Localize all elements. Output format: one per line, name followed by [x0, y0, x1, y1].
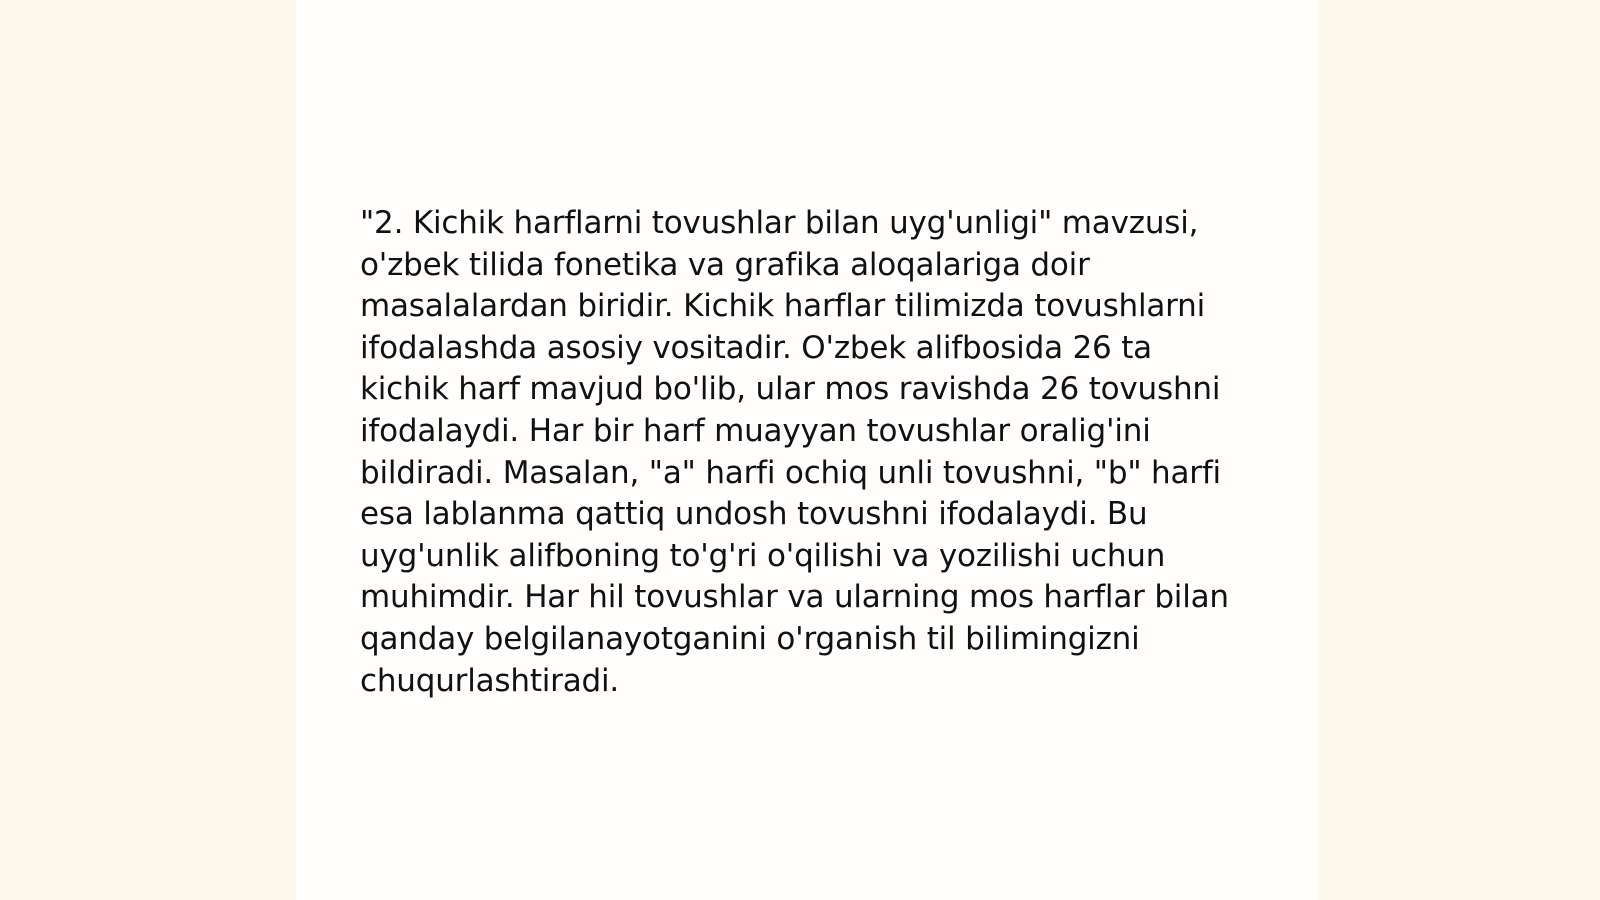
body-text: "2. Kichik harflarni tovushlar bilan uyg'unligi" mavzusi, o'zbek tilida fonetika va grafika aloqalariga doir masalalardan biridir. Kichik harflar tilimizda tovushlarni ifodalashda asosiy vositadir. O'zbek alifbosida 26 ta kichik harf mavjud bo'lib, ular mos ravishda 26 tovushni ifodalaydi. Har bir harf muayyan tovushlar oralig'ini bildiradi. Masalan, "a" harfi ochiq unli tovushni, "b" harfi esa lablanma qattiq undosh tovushni ifodalaydi. Bu uyg'unlik alifboning to'g'ri o'qilishi va yozilishi uchun muhimdir. Har hil tovushlar va ularning mos harflar bilan qanday belgilanayotganini o'rganish til bilimingizni chuqurlashtiradi. — [360, 205, 1229, 699]
